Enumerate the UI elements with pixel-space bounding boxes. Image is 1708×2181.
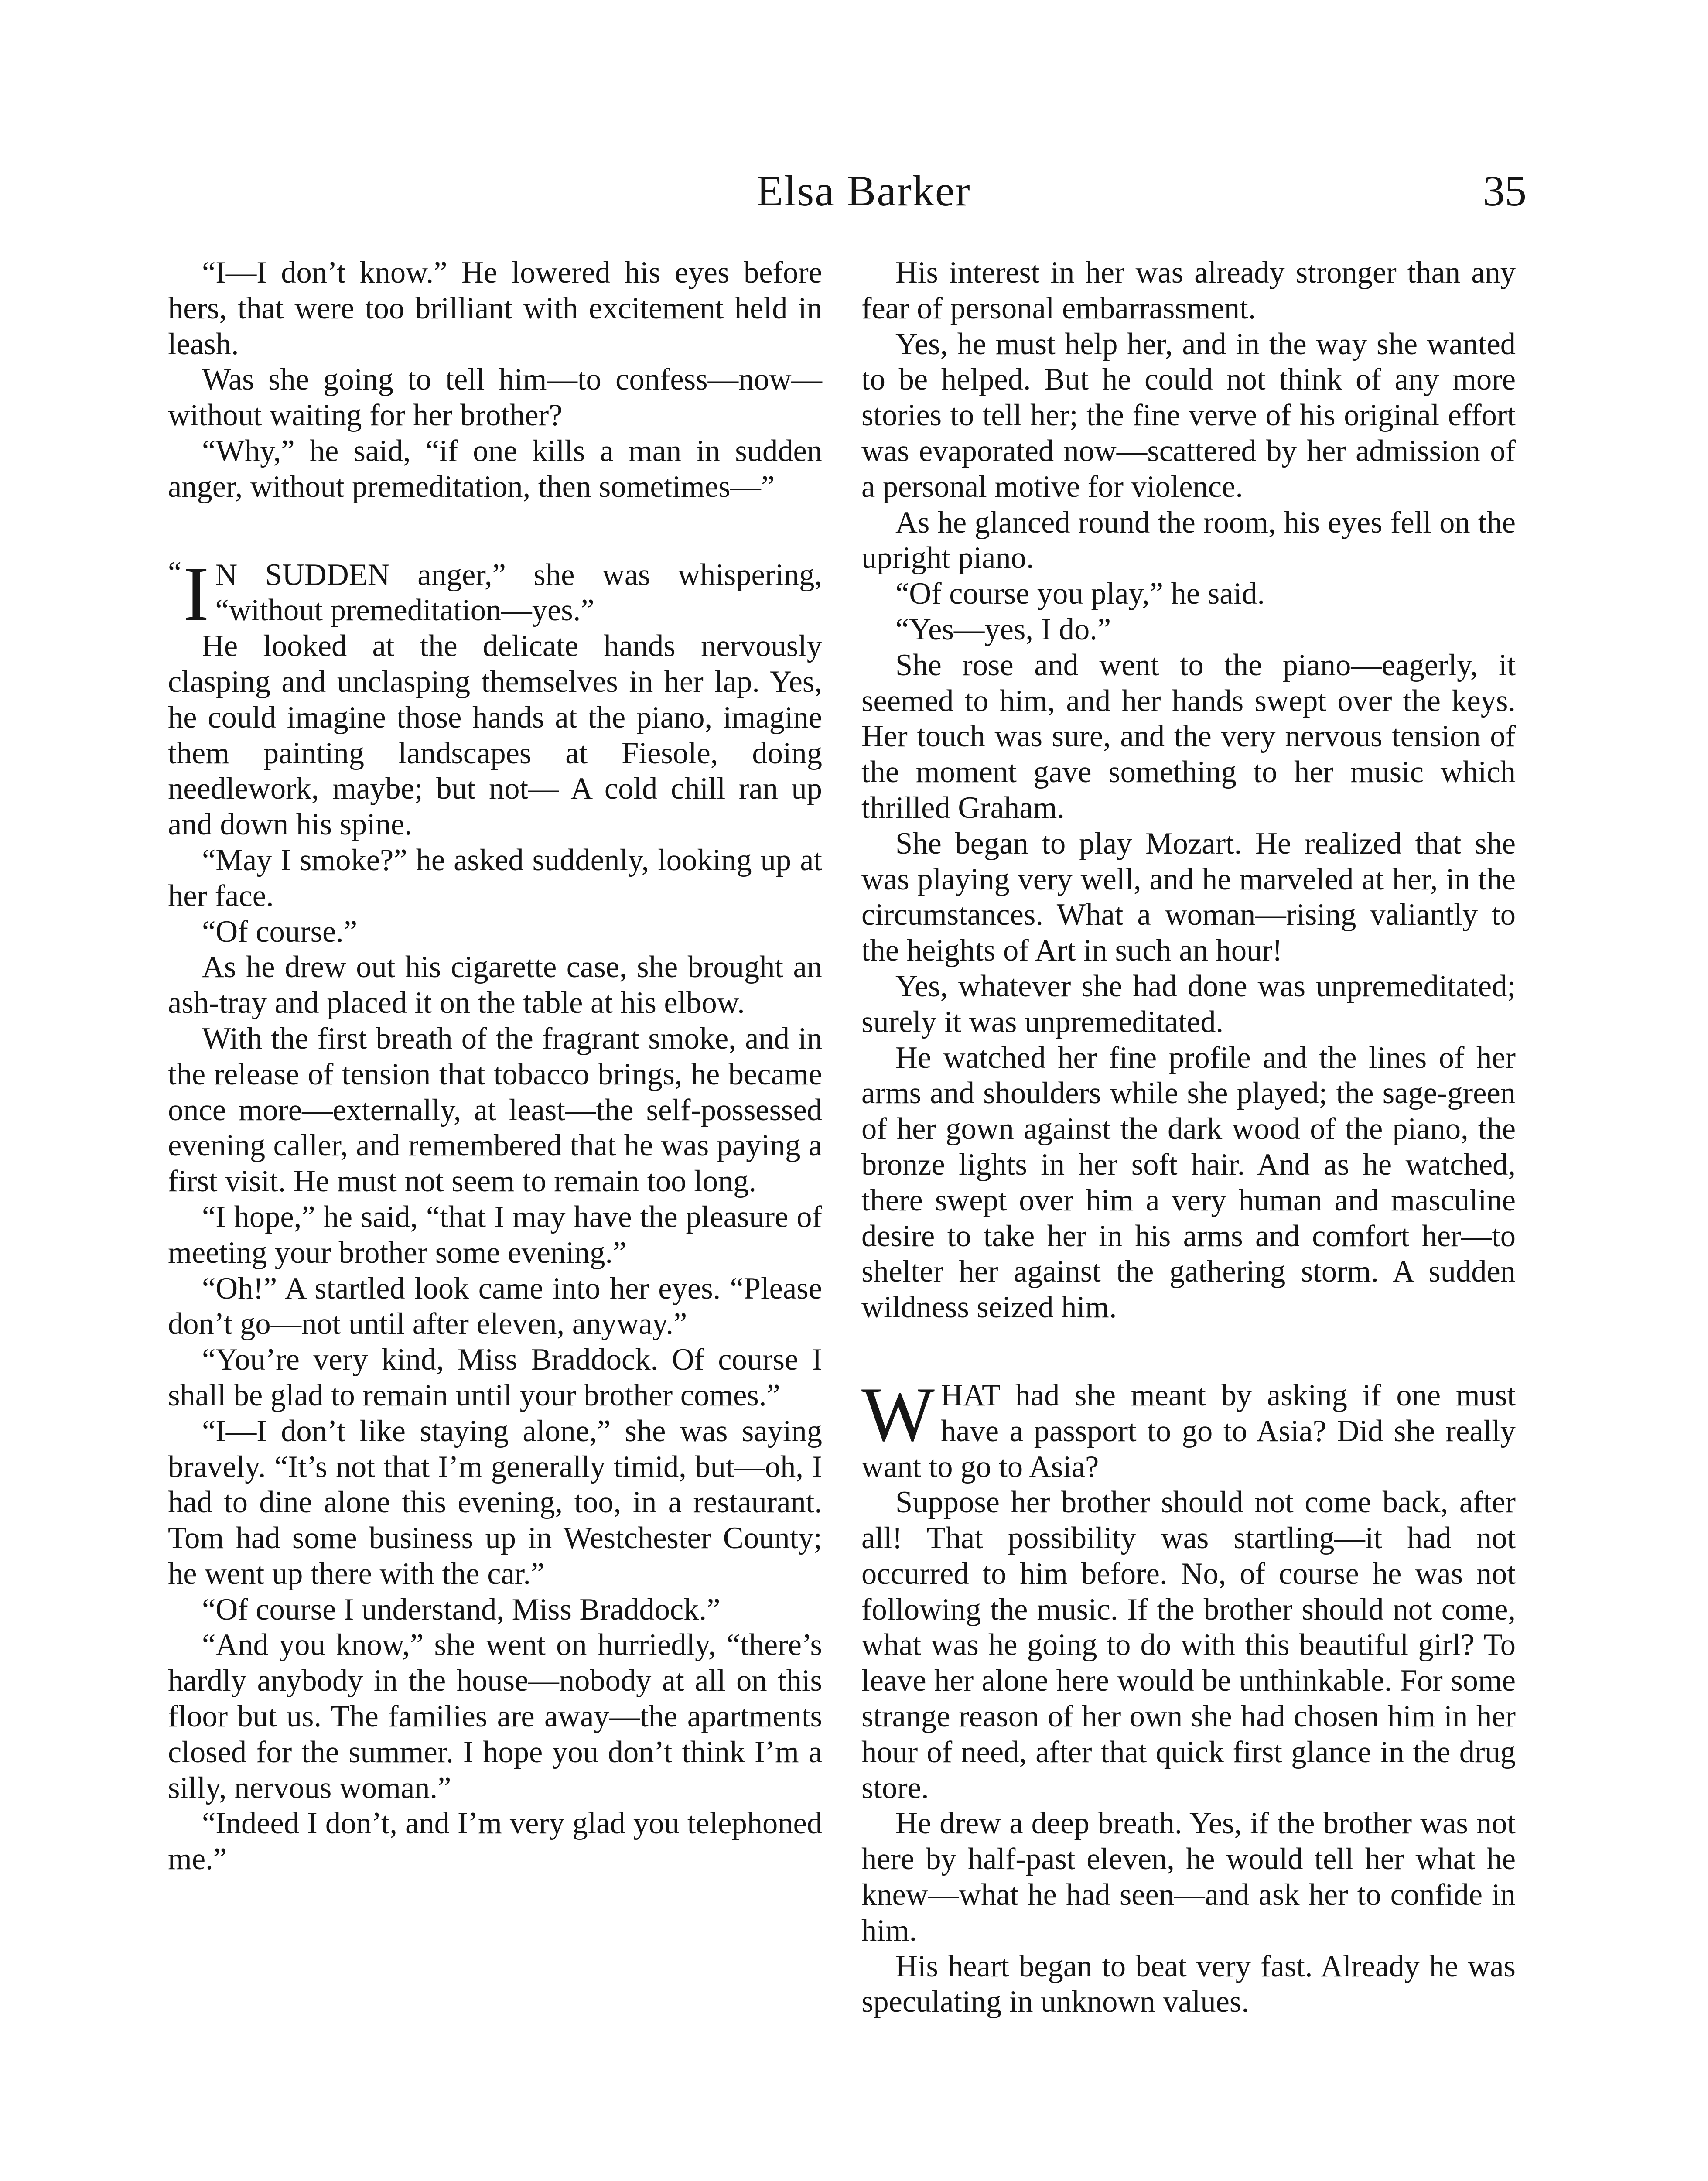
paragraph: Suppose her brother should not come back, after all! That possibility was startling—it had not occurred to him before. No, of course he was not following the music. If the brother should not come, what was he going to do with this beautiful girl? To leave her alone here would be unthinkable. For some strange reason of her own she had chosen him in her hour of need, after that quick first glance in the drug store.	[861, 1485, 1516, 1805]
paragraph: As he drew out his cigarette case, she brought an ash-tray and placed it on the table at his elbow.	[168, 950, 822, 1020]
paragraph: “Indeed I don’t, and I’m very glad you telephoned me.”	[168, 1806, 822, 1877]
paragraph: She rose and went to the piano—eagerly, it seemed to him, and her hands swept over the keys. Her touch was sure, and the very nervous tension of the moment gave something to her music which thrilled Graham.	[861, 648, 1516, 825]
paragraph: “Of course I understand, Miss Braddock.”	[202, 1592, 721, 1627]
section-opening-paragraph	[861, 1371, 1516, 1485]
paragraph: “Of course you play,” he said.	[895, 577, 1265, 611]
paragraph: “I hope,” he said, “that I may have the pleasure of meeting your brother some evening.”	[168, 1200, 822, 1270]
left-column	[168, 255, 822, 1877]
open-quote: “	[168, 555, 182, 589]
paragraph: Yes, whatever she had done was unpremeditated; surely it was unpremeditated.	[861, 969, 1516, 1039]
paragraph: “Yes—yes, I do.”	[895, 612, 1111, 646]
paragraph: He looked at the delicate hands nervously clasping and unclasping themselves in her lap. Yes, he could imagine those hands at the piano, imagine them painting landscapes at Fiesole, doing needlework, maybe; but not— A cold chill ran up and down his spine.	[168, 629, 822, 842]
paragraph: With the first breath of the fragrant smoke, and in the release of tension that tobacco brings, he became once more—externally, at least—the self-possessed evening caller, and remembered that he was paying a first visit. He must not seem to remain too long.	[168, 1021, 822, 1199]
paragraph: Was she going to tell him—to confess—now—without waiting for her brother?	[168, 362, 822, 433]
paragraph: “And you know,” she went on hurriedly, “there’s hardly anybody in the house—nobody at all on this floor but us. The families are away—the apartments closed for the summer. I hope you don’t think I’m a silly, nervous woman.”	[168, 1628, 822, 1805]
running-title: Elsa Barker	[756, 167, 971, 215]
paragraph: “I—I don’t like staying alone,” she was saying bravely. “It’s not that I’m generally timid, but—oh, I had to dine alone this evening, too, in a restaurant. Tom had some business up in Westchester County; he went up there with the car.”	[168, 1414, 822, 1591]
section-opening-text: HAT had she meant by asking if one must have a passport to go to Asia? Did she really want to go to Asia?	[861, 1378, 1516, 1484]
paragraph: He watched her fine profile and the lines of her arms and shoulders while she played; the sage-green of her gown against the dark wood of the piano, the bronze lights in her soft hair. And as he watched, there swept over him a very human and masculine desire to take her in his arms and comfort her—to shelter her against the gathering storm. A sudden wildness seized him.	[861, 1040, 1516, 1325]
paragraph: His heart began to beat very fast. Already he was speculating in unknown values.	[861, 1949, 1516, 2019]
drop-cap-letter: I	[183, 550, 209, 637]
right-column	[861, 255, 1516, 2020]
drop-cap-letter: W	[861, 1371, 935, 1457]
paragraph: “Of course.”	[202, 914, 358, 949]
paragraph: “Why,” he said, “if one kills a man in sudden anger, without premeditation, then sometimes—”	[168, 434, 822, 504]
paragraph: She began to play Mozart. He realized that she was playing very well, and he marveled at her, in the circumstances. What a woman—rising valiantly to the heights of Art in such an hour!	[861, 826, 1516, 968]
paragraph: His interest in her was already stronger than any fear of personal embarrassment.	[861, 256, 1516, 325]
paragraph: “May I smoke?” he asked suddenly, looking up at her face.	[168, 843, 822, 913]
paragraph: “You’re very kind, Miss Braddock. Of course I shall be glad to remain until your brother comes.”	[168, 1343, 822, 1412]
page-number: 35	[1483, 167, 1527, 215]
running-head	[0, 166, 1708, 231]
paragraph: “I—I don’t know.” He lowered his eyes before hers, that were too brilliant with excitement held in leash.	[168, 256, 822, 361]
paragraph: He drew a deep breath. Yes, if the brother was not here by half-past eleven, he would tell her what he knew—what he had seen—and ask her to confide in him.	[861, 1806, 1516, 1948]
paragraph: As he glanced round the room, his eyes fell on the upright piano.	[861, 505, 1516, 575]
paragraph: Yes, he must help her, and in the way she wanted to be helped. But he could not think of any more stories to tell her; the fine verve of his original effort was evaporated now—scattered by her admission of a personal motive for violence.	[861, 327, 1516, 504]
paragraph: “Oh!” A startled look came into her eyes. “Please don’t go—not until after eleven, anyway.”	[168, 1271, 822, 1341]
section-opening-text: N SUDDEN anger,” she was whispering, “without premeditation—yes.”	[215, 557, 822, 628]
section-opening-paragraph	[168, 550, 822, 637]
